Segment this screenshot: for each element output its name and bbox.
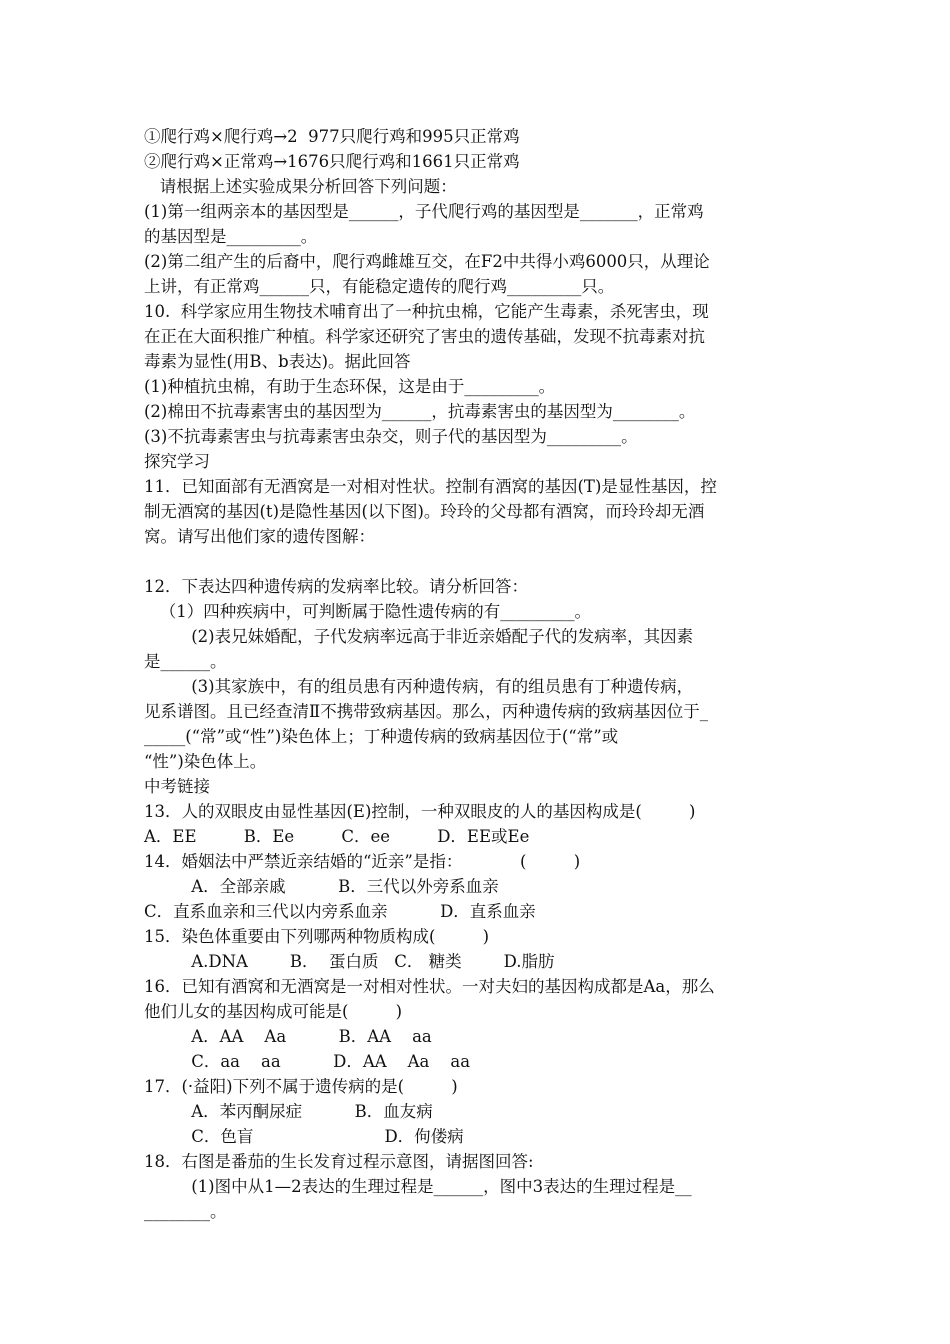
text-line: 窝。请写出他们家的遗传图解： [144, 527, 375, 546]
text-line: C．aa aa D．AA Aa aa [144, 1052, 471, 1071]
text-line: 13．人的双眼皮由显性基因(E)控制，一种双眼皮的人的基因构成是( ) [144, 802, 696, 821]
text-line: _____(“常”或“性”)染色体上；丁种遗传病的致病基因位于(“常”或 [144, 727, 619, 746]
text-line: 毒素为显性(用B、b表达)。据此回答 [144, 352, 411, 371]
text-line: (2)第二组产生的后裔中，爬行鸡雌雄互交，在F2中共得小鸡6000只，从理论 [144, 252, 710, 271]
text-line: ________。 [144, 1202, 227, 1221]
text-line: A．全部亲戚 B．三代以外旁系血亲 [144, 877, 499, 896]
text-line: 18．右图是番茄的生长发育过程示意图，请据图回答: [144, 1152, 534, 1171]
text-line: 15．染色体重要由下列哪两种物质构成( ) [144, 927, 490, 946]
text-line: (2)表兄妹婚配，子代发病率远高于非近亲婚配子代的发病率，其因素 [144, 627, 694, 646]
text-line: 17．(·益阳)下列不属于遗传病的是( ) [144, 1077, 458, 1096]
text-line: ②爬行鸡×正常鸡→1676只爬行鸡和1661只正常鸡 [144, 152, 520, 171]
text-line: A．AA Aa B．AA aa [144, 1027, 432, 1046]
text-line: A.DNA B． 蛋白质 C． 糖类 D.脂肪 [144, 952, 555, 971]
text-line: (1)图中从1—2表达的生理过程是______，图中3表达的生理过程是__ [144, 1177, 692, 1196]
text-line: 12．下表达四种遗传病的发病率比较。请分析回答： [144, 577, 528, 596]
text-line: 10. 科学家应用生物技术哺育出了一种抗虫棉，它能产生毒素，杀死害虫，现 [144, 302, 709, 321]
text-line: 请根据上述实验成果分析回答下列问题： [144, 177, 457, 196]
text-line: ①爬行鸡×爬行鸡→2 977只爬行鸡和995只正常鸡 [144, 127, 520, 146]
section-heading: 探究学习 [144, 452, 210, 471]
text-line: A．EE B．Ee C．ee D．EE或Ee [144, 827, 530, 846]
text-line: (3)其家族中，有的组员患有丙种遗传病，有的组员患有丁种遗传病， [144, 677, 694, 696]
text-line: 他们儿女的基因构成可能是( ) [144, 1002, 403, 1021]
text-line: A．苯丙酮尿症 B．血友病 [144, 1102, 433, 1121]
text-line: “性”)染色体上。 [144, 752, 267, 771]
text-line: C．直系血亲和三代以内旁系血亲 D．直系血亲 [144, 902, 536, 921]
text-line: (3)不抗毒素害虫与抗毒素害虫杂交，则子代的基因型为_________。 [144, 427, 638, 446]
text-line: 11．已知面部有无酒窝是一对相对性状。控制有酒窝的基因(T)是显性基因，控 [144, 477, 717, 496]
text-line: C．色盲 D．佝偻病 [144, 1127, 464, 1146]
text-line: (1)第一组两亲本的基因型是______，子代爬行鸡的基因型是_______，正常鸡 [144, 202, 704, 221]
text-line: 16．已知有酒窝和无酒窝是一对相对性状。一对夫妇的基因构成都是Aa，那么 [144, 977, 715, 996]
text-line: 的基因型是_________。 [144, 227, 318, 246]
text-line: (1)种植抗虫棉，有助于生态环保，这是由于_________。 [144, 377, 556, 396]
text-line: 14．婚姻法中严禁近亲结婚的“近亲”是指： ( ) [144, 852, 581, 871]
text-line: 制无酒窝的基因(t)是隐性基因(以下图)。玲玲的父母都有酒窝，而玲玲却无酒 [144, 502, 705, 521]
section-heading: 中考链接 [144, 777, 210, 796]
text-line: (2)棉田不抗毒素害虫的基因型为______，抗毒素害虫的基因型为________。 [144, 402, 696, 421]
text-line: 在正在大面积推广种植。科学家还研究了害虫的遗传基础，发现不抗毒素对抗 [144, 327, 705, 346]
text-line: 见系谱图。且已经查清Ⅱ不携带致病基因。那么，丙种遗传病的致病基因位于_ [144, 702, 708, 721]
text-line: 上讲，有正常鸡______只，有能稳定遗传的爬行鸡_________只。 [144, 277, 615, 296]
text-line: （1）四种疾病中，可判断属于隐性遗传病的有_________。 [144, 602, 591, 621]
text-line: 是______。 [144, 652, 227, 671]
